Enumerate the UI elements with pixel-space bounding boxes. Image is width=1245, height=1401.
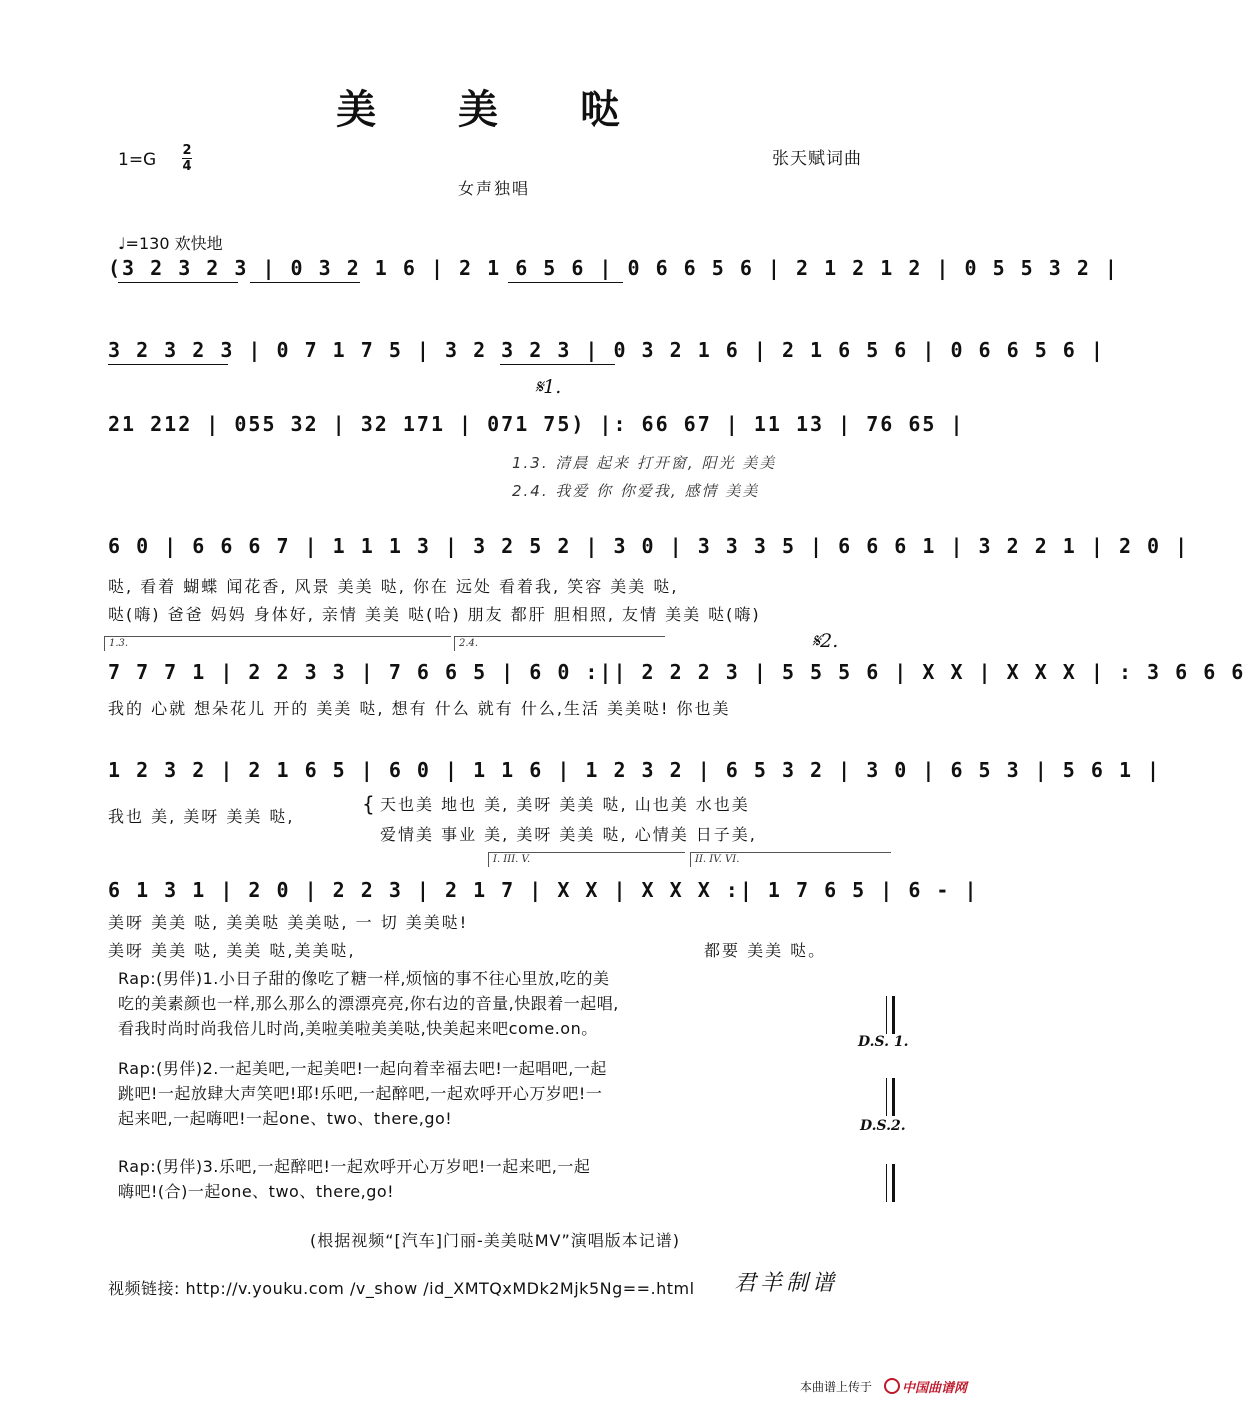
volta-label: 2.4. <box>459 638 479 649</box>
volta-bracket-1 <box>104 636 451 651</box>
volta-label: II. IV. VI. <box>695 854 740 865</box>
beam <box>118 282 238 283</box>
time-top: 2 <box>182 143 192 158</box>
transcriber-signature: 君羊制谱 <box>734 1271 839 1296</box>
song-title: 美 美 哒 <box>336 86 654 133</box>
lyric-row-6b: 爱情美 事业 美, 美呀 美美 哒, 心情美 日子美, <box>380 825 757 844</box>
final-barline <box>886 996 895 1034</box>
score-row-7: 6 1 3 1 | 2 0 | 2 2 3 | 2 1 7 | X X | X X X :| 1 7 6 5 | 6 - | <box>108 878 979 902</box>
time-signature <box>182 144 192 173</box>
key-text: 1=G <box>118 150 157 170</box>
segno-2: 𝄋2. <box>812 630 839 652</box>
beam <box>500 364 615 365</box>
upload-text: 本曲谱上传于 <box>800 1380 873 1394</box>
lyric-row-3a: 1.3. 清晨 起来 打开窗, 阳光 美美 <box>512 454 777 472</box>
lyric-row-6a: 天也美 地也 美, 美呀 美美 哒, 山也美 水也美 <box>380 795 750 814</box>
lyric-row-7b: 美呀 美美 哒, 美美 哒,美美哒, <box>108 941 356 960</box>
lyric-row-7a: 美呀 美美 哒, 美美哒 美美哒, 一 切 美美哒! <box>108 913 469 932</box>
lyric-row-6-main: 我也 美, 美呀 美美 哒, <box>108 807 295 826</box>
composer: 张天赋词曲 <box>772 149 862 169</box>
lyric-row-4a: 哒, 看着 蝴蝶 闻花香, 风景 美美 哒, 你在 远处 看着我, 笑容 美美 哒, <box>108 577 679 596</box>
lyric-row-5: 我的 心就 想朵花儿 开的 美美 哒, 想有 什么 就有 什么,生活 美美哒! 你也美 <box>108 699 731 718</box>
video-link[interactable]: 视频链接: http://v.youku.com /v_show /id_XMTQxMDk2Mjk5Ng==.html <box>108 1279 695 1298</box>
beam <box>508 282 623 283</box>
score-row-2: 3 2 3 2 3 | 0 7 1 7 5 | 3 2 3 2 3 | 0 3 2 1 6 | 2 1 6 5 6 | 0 6 6 5 6 | <box>108 338 1105 362</box>
lyric-row-4b: 哒(嗨) 爸爸 妈妈 身体好, 亲情 美美 哒(哈) 朋友 都肝 胆相照, 友情 美美 哒(嗨) <box>108 605 761 624</box>
tempo-mark: ♩=130 欢快地 <box>118 234 223 253</box>
final-barline <box>886 1164 895 1202</box>
rap-part-1: Rap:(男伴)1.小日子甜的像吃了糖一样,烦恼的事不往心里放,吃的美 吃的美素颜也一样,那么那么的漂漂亮亮,你右边的音量,快跟着一起唱, 看我时尚时尚我倍儿时尚,美啦美啦美美哒,快美起来吧come.on。 <box>118 969 619 1038</box>
key-signature <box>118 143 192 174</box>
volta-bracket-2 <box>454 636 665 651</box>
lyric-row-7-end: 都要 美美 哒。 <box>704 941 827 960</box>
rap-part-2: Rap:(男伴)2.一起美吧,一起美吧!一起向着幸福去吧!一起唱吧,一起 跳吧!一起放肆大声笑吧!耶!乐吧,一起醉吧,一起欢呼开心万岁吧!一 起来吧,一起嗨吧!一起one、two、there,go! <box>118 1059 607 1128</box>
source-note: (根据视频“[汽车]门丽-美美哒MV”演唱版本记谱) <box>309 1231 681 1250</box>
ds-1-marker: D.S. 1. <box>858 1034 909 1050</box>
beam <box>108 364 228 365</box>
score-row-3: 21 212 | 055 32 | 32 171 | 071 75) |: 66 67 | 11 13 | 76 65 | <box>108 412 965 436</box>
beam <box>250 282 360 283</box>
final-barline <box>886 1078 895 1116</box>
score-row-1: (3 2 3 2 3 | 0 3 2 1 6 | 2 1 6 5 6 | 0 6 6 5 6 | 2 1 2 1 2 | 0 5 5 3 2 | <box>108 256 1119 280</box>
segno-1: 𝄋1. <box>535 376 562 398</box>
site-logo-icon <box>884 1378 900 1394</box>
ds-2-marker: D.S.2. <box>860 1118 906 1134</box>
volta-label: 1.3. <box>109 638 129 649</box>
volta-label: I. III. V. <box>493 854 531 865</box>
volta-bracket-3 <box>488 852 685 867</box>
brace-open: { <box>362 792 377 816</box>
score-row-5: 7 7 7 1 | 2 2 3 3 | 7 6 6 5 | 6 0 :|| 2 2 2 3 | 5 5 5 6 | X X | X X X | : 3 6 6 6 <box>108 660 1245 684</box>
singer-type: 女声独唱 <box>458 179 531 198</box>
score-row-6: 1 2 3 2 | 2 1 6 5 | 6 0 | 1 1 6 | 1 2 3 2 | 6 5 3 2 | 3 0 | 6 5 3 | 5 6 1 | <box>108 758 1162 782</box>
lyric-row-3b: 2.4. 我爱 你 你爱我, 感情 美美 <box>512 482 760 500</box>
volta-bracket-4 <box>690 852 891 867</box>
rap-part-3: Rap:(男伴)3.乐吧,一起醉吧!一起欢呼开心万岁吧!一起来吧,一起 嗨吧!(合)一起one、two、there,go! <box>118 1157 591 1201</box>
score-row-4: 6 0 | 6 6 6 7 | 1 1 1 3 | 3 2 5 2 | 3 0 | 3 3 3 5 | 6 6 6 1 | 3 2 2 1 | 2 0 | <box>108 534 1190 558</box>
site-name[interactable]: 中国曲谱网 <box>902 1381 968 1396</box>
time-bottom: 4 <box>182 159 192 174</box>
